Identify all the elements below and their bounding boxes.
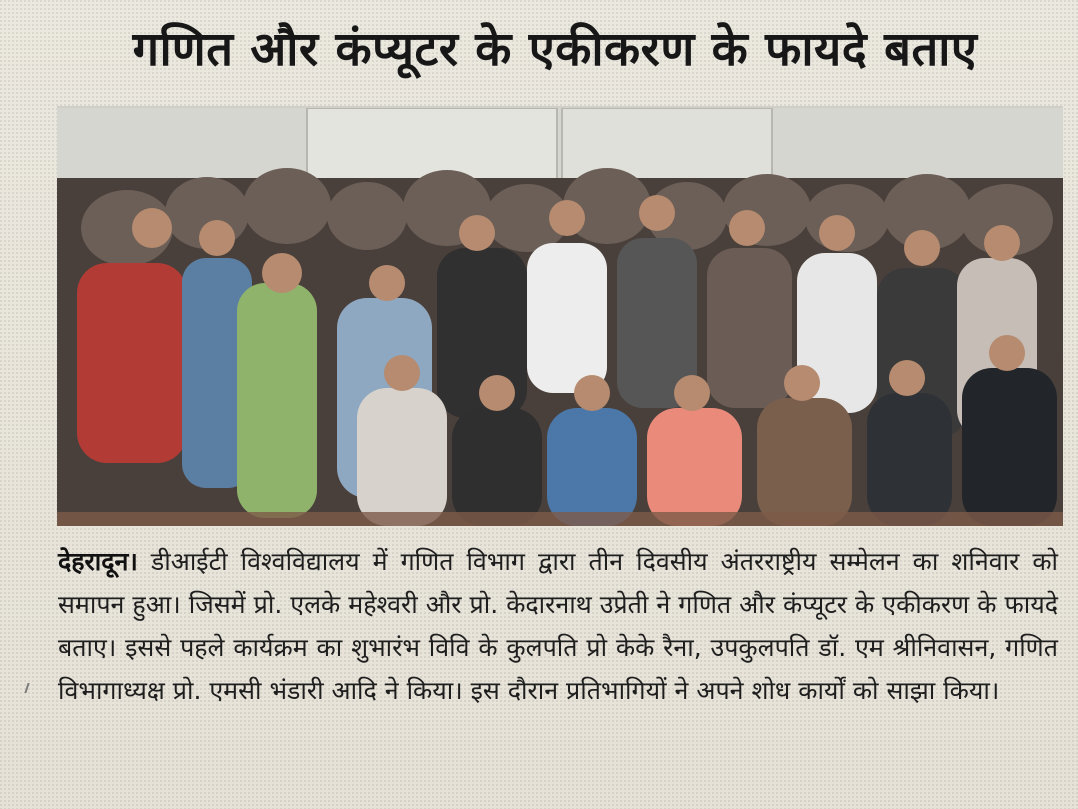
article-text: डीआईटी विश्वविद्यालय में गणित विभाग द्वारा तीन दिवसीय अंतरराष्ट्रीय सम्मेलन का शनिवार को समापन हुआ। जिसमें प्रो. एलके महेश्वरी और प्रो. केदारनाथ उप्रेती ने गणित और कंप्यूटर के एकीकरण के फायदे बताए। इससे पहले कार्यक्रम का शुभारंभ विवि के कुलपति प्रो केके रैना, उपकुलपति डॉ. एम श्रीनिवासन, गणित विभागाध्यक्ष प्रो. एमसी भंडारी आदि ने किया। इस दौरान प्रतिभागियों ने अपने शोध कार्यों को साझा किया।: [58, 547, 1058, 705]
group-photo: [57, 106, 1063, 526]
stray-mark-icon: [24, 683, 35, 693]
dateline: देहरादून।: [58, 547, 138, 576]
article-body: [58, 540, 1058, 802]
group-photo-illustration: [57, 108, 1063, 526]
floor-strip: [57, 512, 1063, 526]
headline: गणित और कंप्यूटर के एकीकरण के फायदे बताए: [132, 22, 978, 77]
